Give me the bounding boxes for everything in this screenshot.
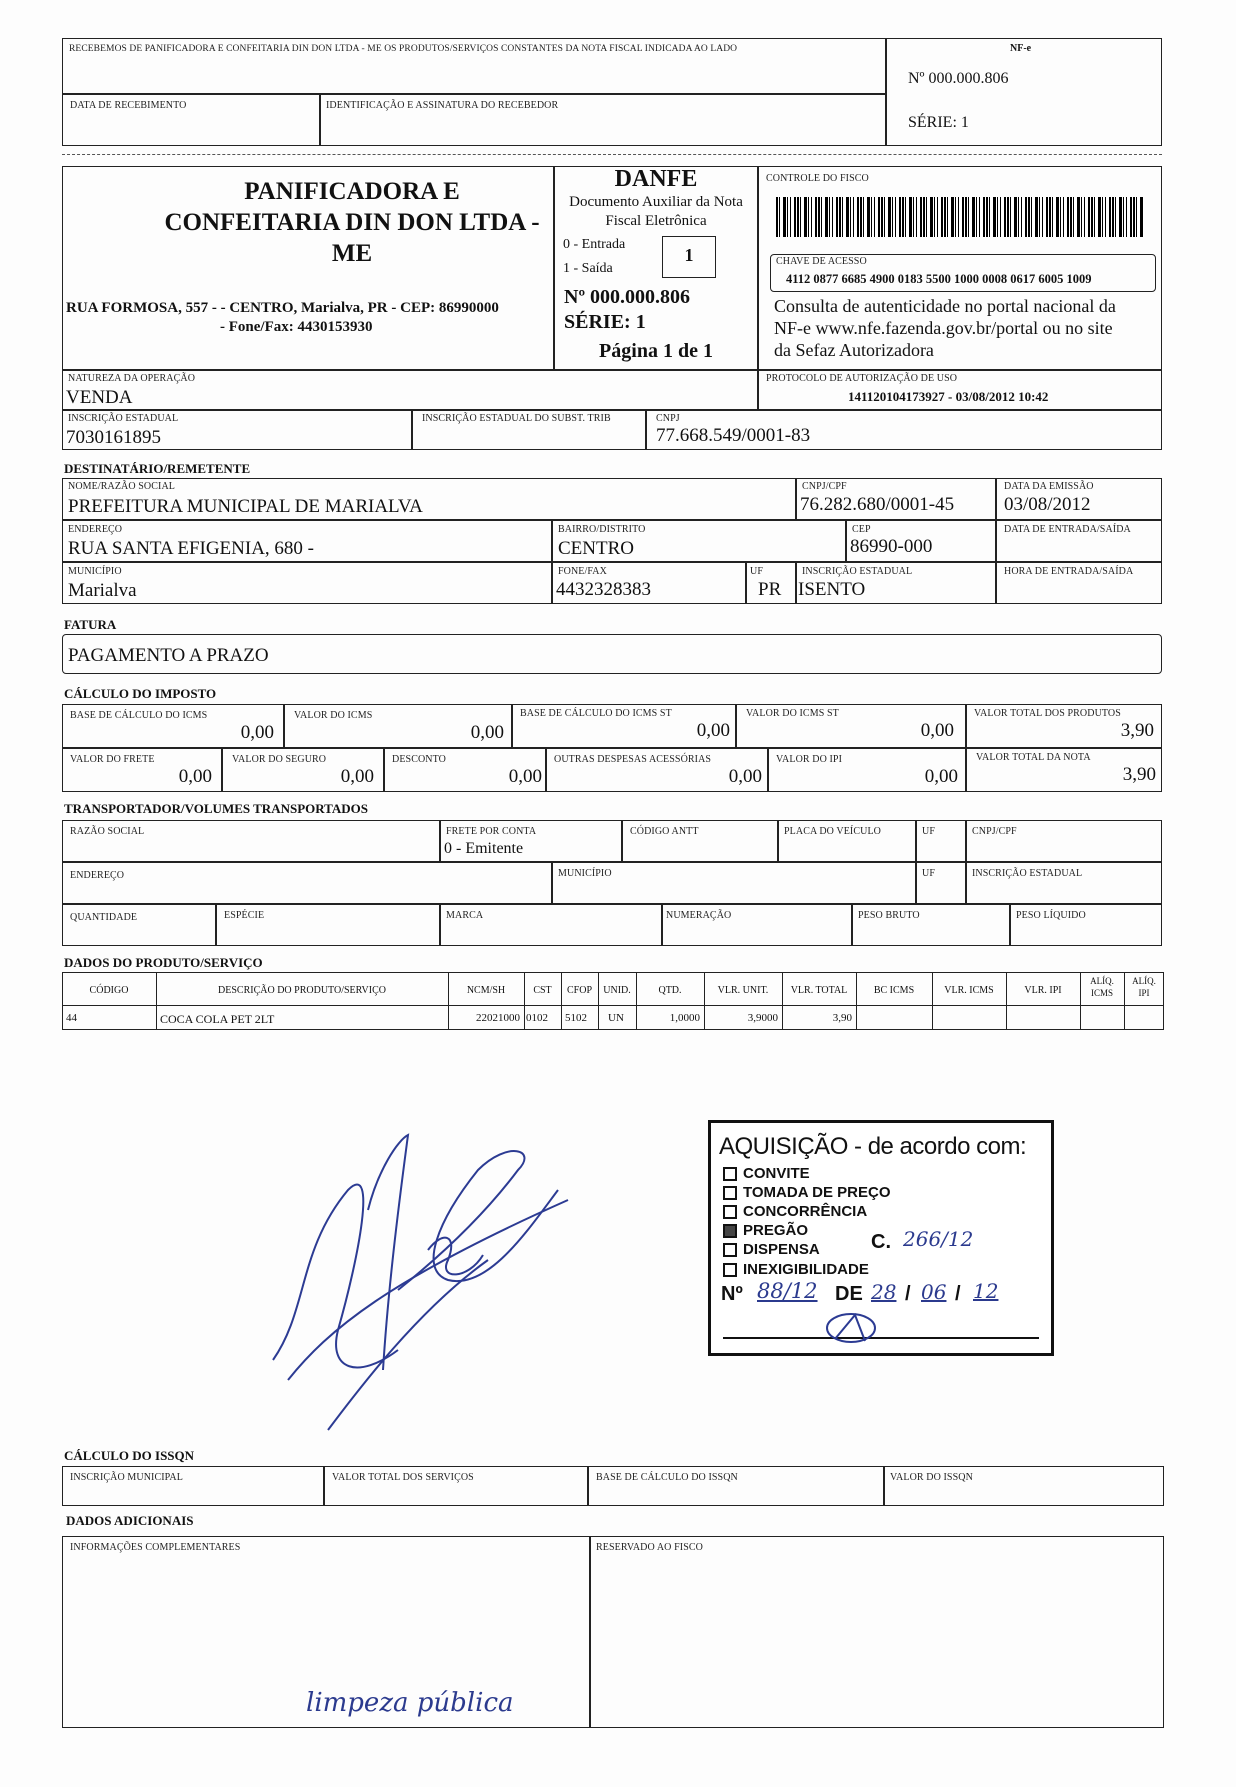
transp-peso-bruto-label: PESO BRUTO (858, 910, 920, 921)
seguro-label: VALOR DO SEGURO (232, 754, 327, 765)
transp-municipio-label: MUNICÍPIO (558, 868, 612, 879)
aquisicao-stamp (708, 1120, 1054, 1356)
col-line (598, 972, 599, 1030)
transp-endereco-label: ENDEREÇO (70, 870, 125, 881)
protocolo-value: 141120104173927 - 03/08/2012 10:42 (848, 389, 1049, 404)
danfe-title: DANFE (614, 166, 698, 192)
danfe-numero: Nº 000.000.806 (564, 286, 691, 308)
issqn-valor-label: VALOR DO ISSQN (890, 1472, 973, 1483)
valor-icms-st-label: VALOR DO ICMS ST (746, 708, 839, 719)
ipi-value: 0,00 (924, 766, 958, 787)
frete-label: VALOR DO FRETE (70, 754, 155, 765)
dest-entrada-saida-label: DATA DE ENTRADA/SAÍDA (1004, 524, 1131, 535)
emitente-endereco-1: RUA FORMOSA, 557 - - CENTRO, Marialva, PR - CEP: 86990000 (66, 300, 499, 316)
transp-quantidade-label: QUANTIDADE (70, 912, 138, 923)
dest-ie-value: ISENTO (798, 579, 866, 600)
stamp-option-concorrencia: CONCORRÊNCIA (743, 1203, 868, 1220)
issqn-total-servicos-label: VALOR TOTAL DOS SERVIÇOS (332, 1472, 474, 1483)
transp-ie-label: INSCRIÇÃO ESTADUAL (972, 868, 1083, 879)
base-icms-label: BASE DE CÁLCULO DO ICMS (70, 710, 208, 721)
checkbox-pregao-checked (723, 1224, 737, 1238)
th-aliq-ipi-2: IPI (1138, 988, 1150, 998)
stamp-no-value: 88/12 (757, 1279, 818, 1303)
th-aliq-icms-2: ICMS (1090, 988, 1113, 998)
emitente-nome (130, 176, 574, 269)
dest-cep-label: CEP (852, 524, 871, 535)
imposto-section: CÁLCULO DO IMPOSTO (64, 686, 217, 701)
total-nota-label: VALOR TOTAL DA NOTA (976, 752, 1091, 763)
transp-frete-value: 0 - Emitente (444, 840, 524, 857)
col-line (1006, 972, 1007, 1030)
td-descricao: COCA COLA PET 2LT (160, 1012, 275, 1026)
canhoto-numero: Nº 000.000.806 (908, 70, 1009, 87)
dest-emissao-label: DATA DA EMISSÃO (1004, 481, 1094, 492)
ie-st-label: INSCRIÇÃO ESTADUAL DO SUBST. TRIB (422, 413, 611, 424)
checkbox-inexigibilidade (723, 1263, 737, 1277)
td-cst: 0102 (526, 1012, 548, 1024)
dest-uf-label: UF (750, 566, 763, 577)
col-line (156, 972, 157, 1030)
canhoto-data-label: DATA DE RECEBIMENTO (70, 100, 187, 111)
dest-bairro-label: BAIRRO/DISTRITO (558, 524, 646, 535)
seguro-value: 0,00 (340, 766, 374, 787)
valor-icms-value: 0,00 (470, 722, 504, 743)
consulta-line-1: Consulta de autenticidade no portal nacional da (774, 296, 1116, 316)
desconto-value: 0,00 (508, 766, 542, 787)
transp-marca-label: MARCA (446, 910, 484, 921)
danfe-pagina: Página 1 de 1 (599, 340, 713, 362)
issqn-im-label: INSCRIÇÃO MUNICIPAL (70, 1472, 183, 1483)
dest-fone-value: 4432328383 (556, 579, 651, 600)
issqn-base-label: BASE DE CÁLCULO DO ISSQN (596, 1472, 738, 1483)
th-bc-icms: BC ICMS (873, 985, 915, 996)
dest-municipio-label: MUNICÍPIO (68, 566, 122, 577)
th-vlr-total: VLR. TOTAL (790, 985, 848, 996)
dest-fone-label: FONE/FAX (558, 566, 607, 577)
transp-antt-label: CÓDIGO ANTT (630, 826, 699, 837)
emitente-nome-line-1: PANIFICADORA E (244, 178, 460, 205)
th-vlr-ipi: VLR. IPI (1024, 985, 1062, 996)
fisco-controle-label: CONTROLE DO FISCO (766, 173, 869, 184)
stamp-de-label: DE (835, 1283, 863, 1305)
transp-uf-label: UF (922, 826, 935, 837)
stamp-date-sep-2: / (955, 1283, 961, 1305)
total-nota-value: 3,90 (1122, 764, 1156, 785)
reservado-fisco-label: RESERVADO AO FISCO (596, 1542, 703, 1553)
stamp-option-tomada: TOMADA DE PREÇO (743, 1184, 891, 1201)
consulta-line-3: da Sefaz Autorizadora (774, 340, 934, 360)
base-icms-st-label: BASE DE CÁLCULO DO ICMS ST (520, 708, 672, 719)
dest-endereco-value: RUA SANTA EFIGENIA, 680 - (68, 538, 315, 559)
reservado-fisco-box (590, 1536, 1164, 1728)
dest-municipio-value: Marialva (68, 580, 137, 601)
th-descricao: DESCRIÇÃO DO PRODUTO/SERVIÇO (218, 985, 386, 996)
td-cfop: 5102 (565, 1012, 587, 1024)
cnpj-emitente-label: CNPJ (656, 413, 680, 424)
checkbox-concorrencia (723, 1205, 737, 1219)
checkbox-dispensa (723, 1243, 737, 1257)
col-line (932, 972, 933, 1030)
natureza-value: VENDA (66, 387, 133, 408)
total-produtos-value: 3,90 (1120, 720, 1154, 741)
td-unid: UN (608, 1012, 624, 1024)
col-line (856, 972, 857, 1030)
canhoto-serie: SÉRIE: 1 (908, 114, 969, 131)
stamp-signature-line (723, 1337, 1039, 1339)
natureza-label: NATUREZA DA OPERAÇÃO (68, 373, 196, 384)
info-complementares-label: INFORMAÇÕES COMPLEMENTARES (70, 1542, 241, 1553)
stamp-date-year: 12 (973, 1279, 999, 1303)
fatura-section: FATURA (64, 617, 117, 632)
base-icms-st-value: 0,00 (696, 720, 730, 741)
destinatario-section: DESTINATÁRIO/REMETENTE (64, 461, 251, 476)
chave-label: CHAVE DE ACESSO (776, 256, 867, 267)
danfe-serie: SÉRIE: 1 (564, 311, 646, 333)
signature-drawing (268, 1130, 588, 1440)
produtos-section: DADOS DO PRODUTO/SERVIÇO (64, 955, 263, 970)
cnpj-emitente-value: 77.668.549/0001-83 (656, 425, 811, 446)
stamp-c-label: C. (871, 1231, 891, 1253)
checkbox-tomada (723, 1186, 737, 1200)
dest-endereco-label: ENDEREÇO (68, 524, 123, 535)
th-vlr-unit: VLR. UNIT. (717, 985, 769, 996)
dest-hora-label: HORA DE ENTRADA/SAÍDA (1004, 566, 1134, 577)
emitente-nome-line-2: CONFEITARIA DIN DON LTDA - (164, 209, 540, 236)
ie-label: INSCRIÇÃO ESTADUAL (68, 413, 179, 424)
canhoto-separator (62, 154, 1162, 155)
stamp-title: AQUISIÇÃO - de acordo com: (719, 1133, 1027, 1160)
transp-placa-label: PLACA DO VEÍCULO (784, 826, 881, 837)
stamp-date-sep-1: / (905, 1283, 911, 1305)
consulta-line-2: NF-e www.nfe.fazenda.gov.br/portal ou no site (774, 318, 1113, 338)
transporte-section: TRANSPORTADOR/VOLUMES TRANSPORTADOS (64, 801, 369, 816)
dest-nome-label: NOME/RAZÃO SOCIAL (68, 481, 175, 492)
canhoto-recebemos-text: RECEBEMOS DE PANIFICADORA E CONFEITARIA DIN DON LTDA - ME OS PRODUTOS/SERVIÇOS CONSTANTES DA NOTA FISCAL INDICADA AO LADO (69, 44, 738, 54)
td-vlr-total: 3,90 (832, 1012, 852, 1024)
barcode-image (776, 197, 1144, 237)
base-icms-value: 0,00 (240, 722, 274, 743)
canhoto-nfe-label: NF-e (1010, 43, 1032, 54)
ipi-label: VALOR DO IPI (776, 754, 843, 765)
adicionais-section: DADOS ADICIONAIS (66, 1513, 194, 1528)
th-aliq-icms-1: ALÍQ. (1090, 976, 1114, 986)
td-ncm: 22021000 (476, 1012, 520, 1024)
fatura-value: PAGAMENTO A PRAZO (68, 645, 269, 666)
valor-icms-label: VALOR DO ICMS (294, 710, 373, 721)
transp-endereco-box (62, 862, 552, 904)
stamp-date-month: 06 (921, 1280, 947, 1304)
danfe-subtitle-1: Documento Auxiliar da Nota (569, 194, 743, 210)
danfe-tipo-value: 1 (684, 245, 694, 265)
transp-quantidade-box (62, 904, 216, 946)
frete-value: 0,00 (178, 766, 212, 787)
col-line (524, 972, 525, 1030)
transp-uf2-label: UF (922, 868, 935, 879)
transp-numeracao-label: NUMERAÇÃO (666, 910, 732, 921)
stamp-option-pregao: PREGÃO (743, 1222, 809, 1239)
valor-icms-st-value: 0,00 (920, 720, 954, 741)
col-line (561, 972, 562, 1030)
handwritten-note: limpeza pública (306, 1688, 514, 1718)
transp-peso-liquido-label: PESO LÍQUIDO (1016, 910, 1086, 921)
canhoto-identificacao-label: IDENTIFICAÇÃO E ASSINATURA DO RECEBEDOR (326, 100, 559, 111)
total-produtos-label: VALOR TOTAL DOS PRODUTOS (974, 708, 1121, 719)
dest-emissao-value: 03/08/2012 (1004, 494, 1091, 515)
transp-especie-label: ESPÉCIE (224, 910, 265, 921)
th-aliq-ipi-1: ALÍQ. (1132, 976, 1156, 986)
stamp-no-label: Nº (721, 1283, 743, 1305)
ie-value: 7030161895 (66, 427, 161, 448)
transp-razao-label: RAZÃO SOCIAL (70, 826, 145, 837)
th-ncm: NCM/SH (466, 985, 506, 996)
dest-bairro-value: CENTRO (558, 538, 634, 559)
danfe-saida: 1 - Saída (563, 261, 613, 276)
outras-label: OUTRAS DESPESAS ACESSÓRIAS (554, 754, 712, 765)
protocolo-label: PROTOCOLO DE AUTORIZAÇÃO DE USO (766, 373, 958, 384)
td-qtd: 1,0000 (669, 1012, 700, 1024)
dest-cep-value: 86990-000 (850, 536, 933, 557)
dest-ie-label: INSCRIÇÃO ESTADUAL (802, 566, 913, 577)
th-cst: CST (533, 985, 552, 996)
th-qtd: QTD. (658, 985, 682, 996)
desconto-label: DESCONTO (392, 754, 446, 765)
stamp-date-day: 28 (871, 1280, 897, 1304)
td-vlr-unit: 3,9000 (747, 1012, 778, 1024)
stamp-c-value: 266/12 (903, 1227, 974, 1251)
danfe-entrada: 0 - Entrada (563, 237, 626, 252)
th-codigo: CÓDIGO (89, 985, 129, 996)
emitente-nome-line-3: ME (331, 240, 373, 267)
td-codigo: 44 (66, 1012, 77, 1024)
stamp-option-dispensa: DISPENSA (743, 1241, 820, 1258)
outras-value: 0,00 (728, 766, 762, 787)
chave-value: 4112 0877 6685 4900 0183 5500 1000 0008 0617 6005 1009 (786, 272, 1092, 286)
checkbox-convite (723, 1167, 737, 1181)
danfe-subtitle-2: Fiscal Eletrônica (605, 213, 707, 229)
dest-cnpj-value: 76.282.680/0001-45 (800, 494, 955, 515)
stamp-option-inexigibilidade: INEXIGIBILIDADE (743, 1261, 869, 1278)
stamp-initials (821, 1311, 881, 1345)
transp-cnpj-label: CNPJ/CPF (972, 826, 1017, 837)
emitente-endereco-2: - Fone/Fax: 4430153930 (220, 319, 373, 335)
stamp-option-convite: CONVITE (743, 1165, 810, 1182)
th-unid: UNID. (603, 985, 631, 996)
dest-uf-value: PR (758, 579, 782, 600)
th-cfop: CFOP (566, 985, 592, 996)
dest-nome-value: PREFEITURA MUNICIPAL DE MARIALVA (68, 496, 423, 517)
issqn-section: CÁLCULO DO ISSQN (64, 1448, 195, 1463)
th-vlr-icms: VLR. ICMS (944, 985, 994, 996)
transp-frete-label: FRETE POR CONTA (446, 826, 537, 837)
dest-cnpj-label: CNPJ/CPF (802, 481, 847, 492)
